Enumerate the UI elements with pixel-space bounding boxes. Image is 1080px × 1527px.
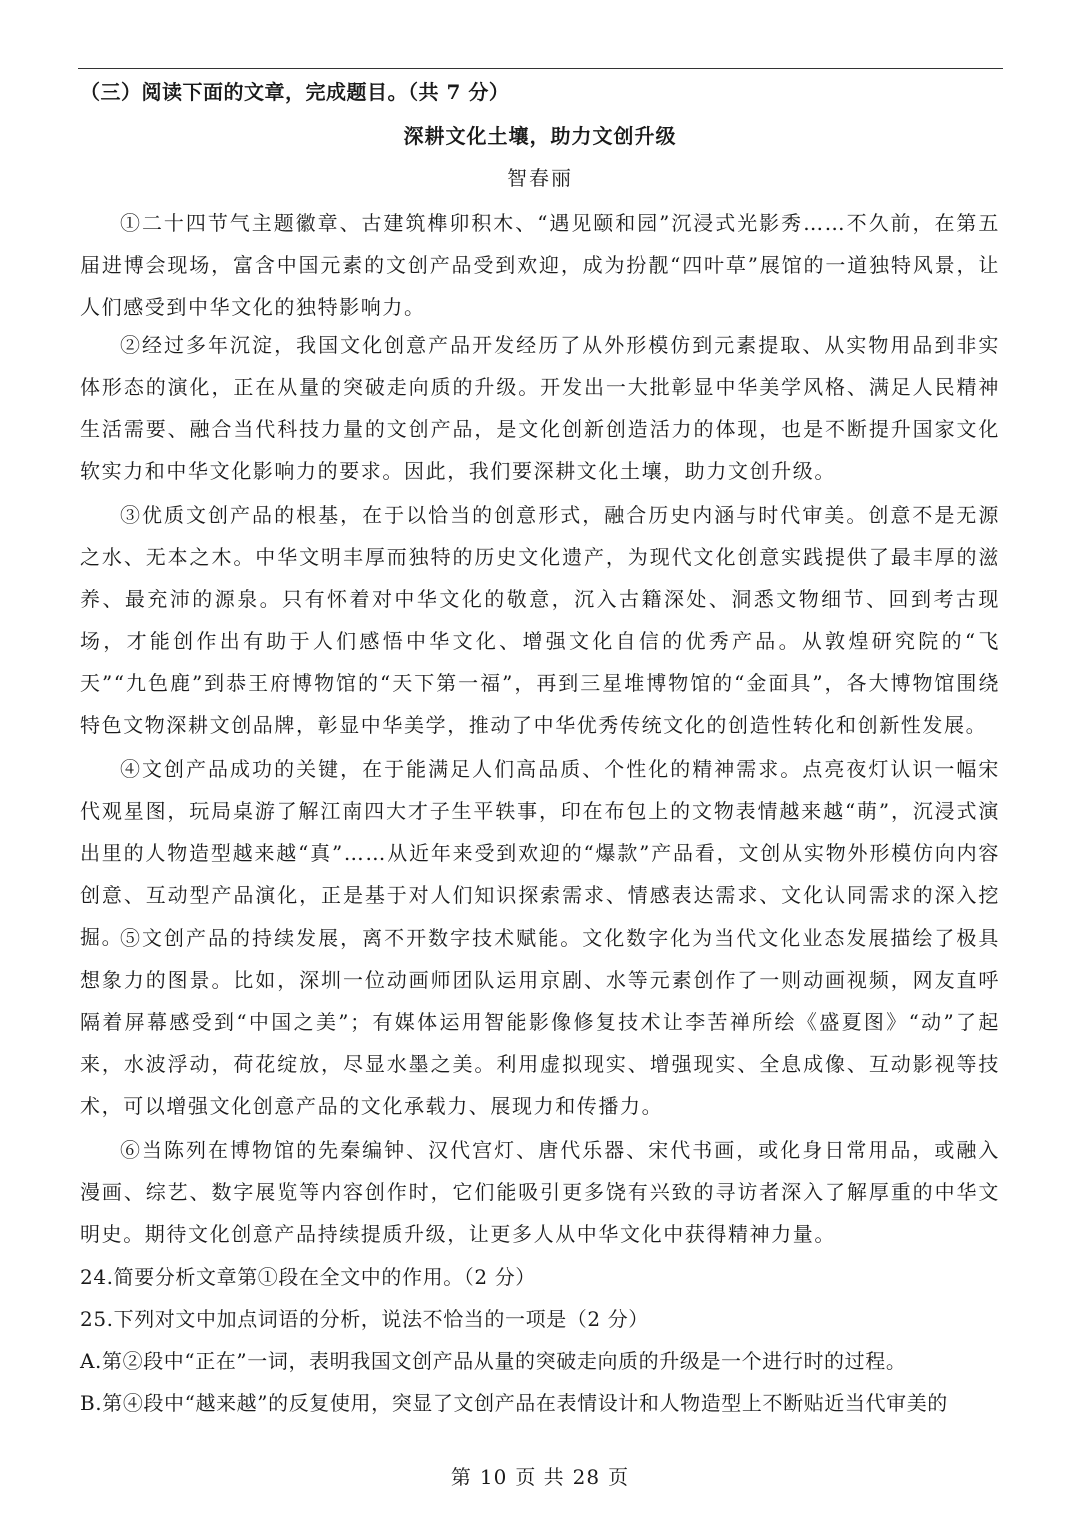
page-label-prefix: 第 — [450, 1465, 472, 1489]
page-current: 10 — [479, 1465, 508, 1489]
option-b: B.第④段中“越来越”的反复使用，突显了文创产品在表情设计和人物造型上不断贴近当代审美的 — [80, 1391, 948, 1415]
option-a: A.第②段中“正在”一词，表明我国文创产品从量的突破走向质的升级是一个进行时的过程。 — [80, 1349, 907, 1373]
question-24: 24.简要分析文章第①段在全文中的作用。（2 分） — [80, 1265, 536, 1289]
section-heading: （三）阅读下面的文章，完成题目。（共 7 分） — [80, 80, 510, 104]
page-label-middle: 页 共 — [515, 1465, 565, 1489]
paragraph-6: ⑥当陈列在博物馆的先秦编钟、汉代宫灯、唐代乐器、宋代书画，或化身日常用品，或融入漫画、综艺、数字展览等内容创作时，它们能吸引更多饶有兴致的寻访者深入了解厚重的中华文明史。期待文化创意产品持续提质升级，让更多人从中华文化中获得精神力量。 — [80, 1138, 1000, 1246]
paragraph-2: ②经过多年沉淀，我国文化创意产品开发经历了从外形模仿到元素提取、从实物用品到非实体形态的演化，正在从量的突破走向质的升级。开发出一大批彰显中华美学风格、满足人民精神生活需要、融合当代科技力量的文创产品，是文化创新创造活力的体现，也是不断提升国家文化软实力和中华文化影响力的要求。因此，我们要深耕文化土壤，助力文创升级。 — [80, 333, 1000, 483]
article-title: 深耕文化土壤，助力文创升级 — [403, 124, 677, 148]
page-number — [0, 1461, 1080, 1490]
paragraph-1: ①二十四节气主题徽章、古建筑榫卯积木、“遇见颐和园”沉浸式光影秀……不久前，在第五届进博会现场，富含中国元素的文创产品受到欢迎，成为扮靓“四叶草”展馆的一道独特风景，让人们感受到中华文化的独特影响力。 — [80, 211, 1000, 319]
top-rule — [78, 68, 1003, 69]
page-label-suffix: 页 — [608, 1465, 630, 1489]
paragraph-4: ④文创产品成功的关键，在于能满足人们高品质、个性化的精神需求。点亮夜灯认识一幅宋代观星图，玩局桌游了解江南四大才子生平轶事，印在布包上的文物表情越来越“萌”，沉浸式演出里的人物造型越来越“真”……从近年来受到欢迎的“爆款”产品看，文创从实物外形模仿向内容创意、互动型产品演化，正是基于对人们知识探索需求、情感表达需求、文化认同需求的深入挖掘。 — [80, 757, 1000, 949]
page-total: 28 — [572, 1465, 601, 1489]
article-author: 智春丽 — [507, 166, 573, 190]
paragraph-3: ③优质文创产品的根基，在于以恰当的创意形式，融合历史内涵与时代审美。创意不是无源之水、无本之木。中华文明丰厚而独特的历史文化遗产，为现代文化创意实践提供了最丰厚的滋养、最充沛的源泉。只有怀着对中华文化的敬意，沉入古籍深处、洞悉文物细节、回到考古现场，才能创作出有助于人们感悟中华文化、增强文化自信的优秀产品。从敦煌研究院的“飞天”“九色鹿”到恭王府博物馆的“天下第一福”，再到三星堆博物馆的“金面具”，各大博物馆围绕特色文物深耕文创品牌，彰显中华美学，推动了中华优秀传统文化的创造性转化和创新性发展。 — [80, 503, 1000, 737]
paragraph-5: ⑤文创产品的持续发展，离不开数字技术赋能。文化数字化为当代文化业态发展描绘了极具想象力的图景。比如，深圳一位动画师团队运用京剧、水等元素创作了一则动画视频，网友直呼隔着屏幕感受到“中国之美”；有媒体运用智能影像修复技术让李苦禅所绘《盛夏图》“动”了起来，水波浮动，荷花绽放，尽显水墨之美。利用虚拟现实、增强现实、全息成像、互动影视等技术，可以增强文化创意产品的文化承载力、展现力和传播力。 — [80, 926, 1000, 1118]
question-25: 25.下列对文中加点词语的分析，说法不恰当的一项是（2 分） — [80, 1307, 649, 1331]
